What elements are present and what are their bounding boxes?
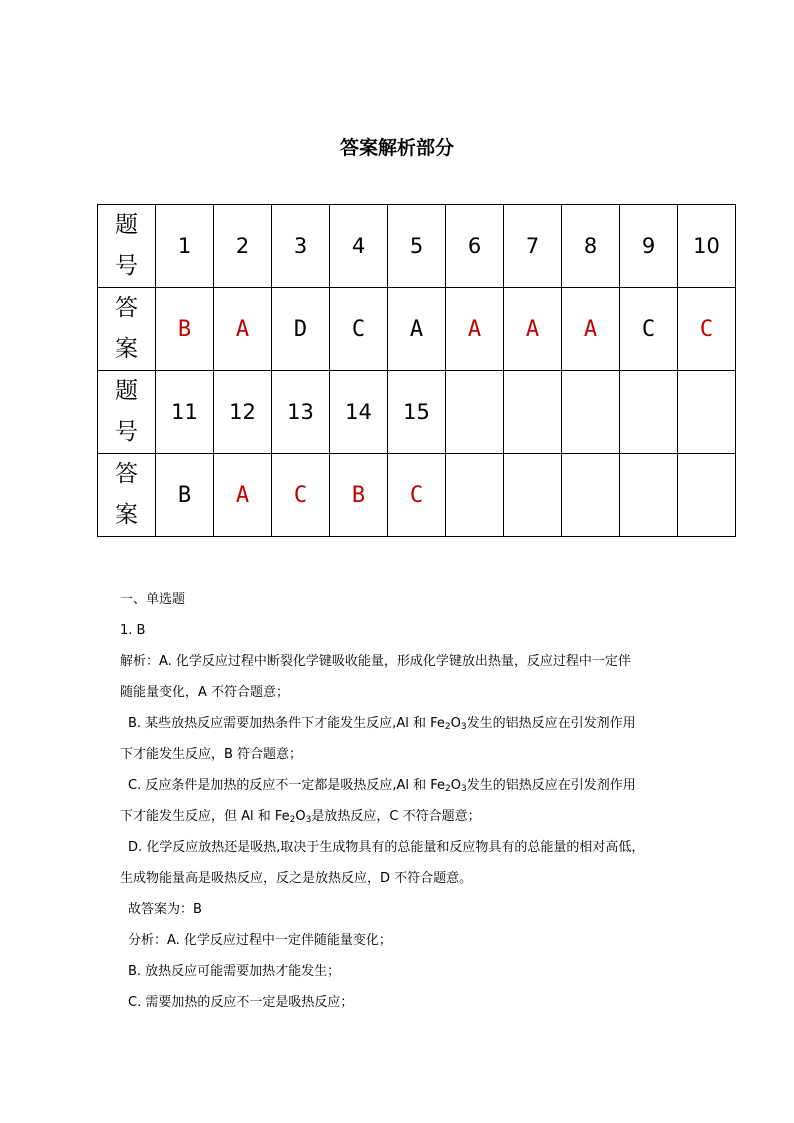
- question-number-cell: [620, 371, 678, 454]
- question-number-cell: 1: [156, 205, 214, 288]
- question-number-cell: 6: [446, 205, 504, 288]
- fenxi-b: B. 放热反应可能需要加热才能发生；: [128, 964, 341, 979]
- answer-cell: C: [272, 454, 330, 537]
- section-heading: 一、单选题: [120, 592, 186, 607]
- analysis-b-line-2: 下才能发生反应，B 符合题意；: [120, 747, 303, 762]
- row-header-char: 答: [115, 295, 138, 321]
- answer-cell: C: [388, 454, 446, 537]
- answer-cell: [446, 454, 504, 537]
- row-header-char: 题: [115, 378, 138, 404]
- answer-row: [98, 454, 736, 537]
- page-title: 答案解析部分: [339, 137, 454, 159]
- question-number-cell: 7: [504, 205, 562, 288]
- row-header-answer: [98, 288, 156, 371]
- question-number-cell: 10: [678, 205, 736, 288]
- solution-text: [120, 584, 690, 1018]
- row-header-question: [98, 371, 156, 454]
- answer-cell: [504, 454, 562, 537]
- question-number-row: [98, 371, 736, 454]
- question-number-cell: 15: [388, 371, 446, 454]
- question-number-cell: 9: [620, 205, 678, 288]
- question-number-cell: [504, 371, 562, 454]
- answer-cell: [562, 454, 620, 537]
- question-number-cell: [678, 371, 736, 454]
- row-header-char: 答: [115, 461, 138, 487]
- question-number-cell: 8: [562, 205, 620, 288]
- analysis-a-line-1: 解析：A. 化学反应过程中断裂化学键吸收能量，形成化学键放出热量，反应过程中一定伴: [120, 654, 631, 669]
- analysis-d-line-2: 生成物能量高是吸热反应，反之是放热反应，D 不符合题意。: [120, 871, 473, 886]
- analysis-c-line-2: 下才能发生反应，但 Al 和 $Fe_2O_3$是放热反应，C 不符合题意；: [120, 809, 481, 825]
- analysis-b-line-1: B. 某些放热反应需要加热条件下才能发生反应,Al 和 $Fe_2O_3$发生的铝热反应在引发剂作用: [128, 716, 636, 732]
- question-number-cell: 3: [272, 205, 330, 288]
- row-header-char: 案: [115, 502, 138, 528]
- answer-cell: C: [620, 288, 678, 371]
- row-header-char: 号: [115, 253, 138, 279]
- answer-cell: C: [678, 288, 736, 371]
- answer-cell: [620, 454, 678, 537]
- answer-cell: A: [214, 454, 272, 537]
- question-number-cell: 11: [156, 371, 214, 454]
- row-header-answer: [98, 454, 156, 537]
- fenxi-a: 分析：A. 化学反应过程中一定伴随能量变化；: [128, 933, 392, 948]
- question-number-cell: 4: [330, 205, 388, 288]
- question-number-cell: [562, 371, 620, 454]
- question-number-cell: 13: [272, 371, 330, 454]
- analysis-a-line-2: 随能量变化，A 不符合题意；: [120, 685, 290, 700]
- answer-cell: [678, 454, 736, 537]
- answer-cell: B: [156, 454, 214, 537]
- answer-cell: B: [330, 454, 388, 537]
- final-answer: 故答案为：B: [128, 902, 202, 917]
- row-header-char: 号: [115, 419, 138, 445]
- question-number-cell: 2: [214, 205, 272, 288]
- answer-cell: D: [272, 288, 330, 371]
- answer-cell: A: [504, 288, 562, 371]
- row-header-char: 案: [115, 336, 138, 362]
- answer-cell: A: [388, 288, 446, 371]
- fenxi-c: C. 需要加热的反应不一定是吸热反应；: [128, 995, 354, 1010]
- question-1-answer: 1. B: [120, 623, 146, 638]
- question-number-cell: 12: [214, 371, 272, 454]
- answer-cell: A: [446, 288, 504, 371]
- question-number-cell: [446, 371, 504, 454]
- question-number-cell: 14: [330, 371, 388, 454]
- answer-cell: C: [330, 288, 388, 371]
- question-number-cell: 5: [388, 205, 446, 288]
- question-number-row: [98, 205, 736, 288]
- row-header-char: 题: [115, 212, 138, 238]
- answer-cell: A: [562, 288, 620, 371]
- answer-cell: B: [156, 288, 214, 371]
- row-header-question: [98, 205, 156, 288]
- answer-row: [98, 288, 736, 371]
- analysis-d-line-1: D. 化学反应放热还是吸热,取决于生成物具有的总能量和反应物具有的总能量的相对高低，: [128, 840, 645, 855]
- answer-table: [97, 204, 736, 537]
- analysis-c-line-1: C. 反应条件是加热的反应不一定都是吸热反应,Al 和 $Fe_2O_3$发生的铝热反应在引发剂作用: [128, 778, 636, 794]
- answer-cell: A: [214, 288, 272, 371]
